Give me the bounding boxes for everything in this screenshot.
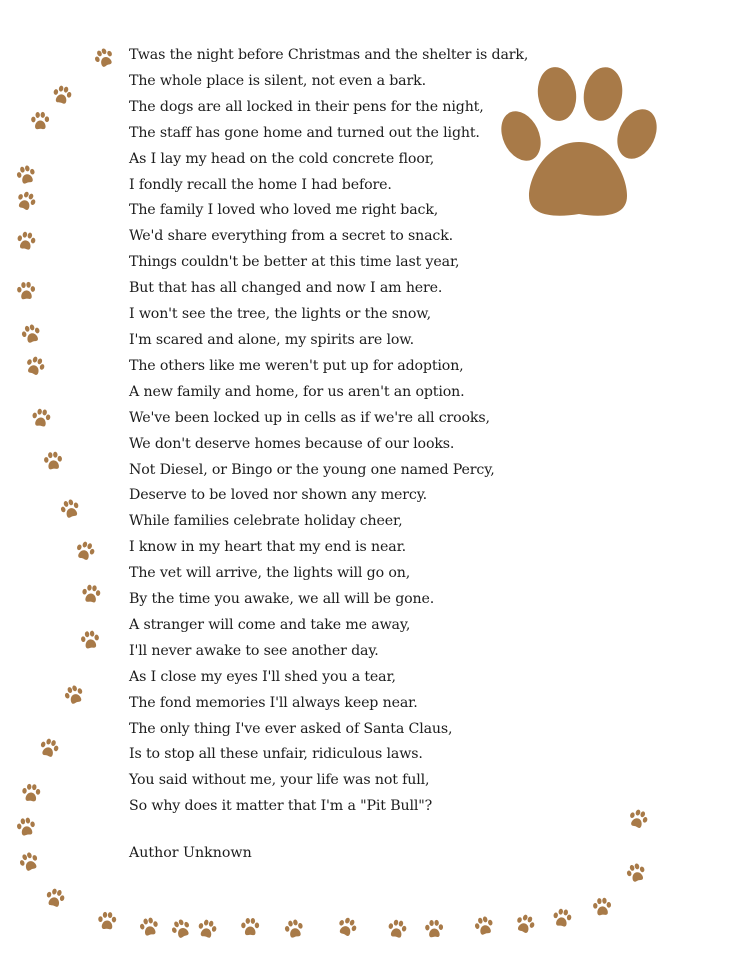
paw-print-icon bbox=[29, 110, 51, 132]
paw-print-icon bbox=[35, 734, 62, 761]
poem-line: Deserve to be loved nor shown any mercy. bbox=[129, 487, 428, 504]
poem-line: Is to stop all these unfair, ridiculous laws. bbox=[129, 746, 423, 763]
poem-line: As I close my eyes I'll shed you a tear, bbox=[129, 668, 396, 685]
paw-print-icon bbox=[624, 805, 652, 833]
author-credit: Author Unknown bbox=[129, 845, 252, 861]
poem-line: The family I loved who loved me right back, bbox=[129, 202, 439, 219]
paw-print-icon bbox=[56, 495, 84, 523]
poem-line: As I lay my head on the cold concrete floor, bbox=[129, 150, 435, 167]
paw-print-icon bbox=[19, 781, 42, 804]
poem-line: But that has all changed and now I am here. bbox=[129, 280, 443, 297]
paw-print-icon bbox=[15, 848, 44, 877]
poem-line: The dogs are all locked in their pens for the night, bbox=[129, 98, 484, 115]
paw-print-icon bbox=[423, 918, 446, 941]
poem-line: We don't deserve homes because of our looks. bbox=[129, 435, 455, 452]
paw-print-icon bbox=[71, 537, 99, 565]
paw-print-icon bbox=[96, 910, 119, 933]
paw-print-icon bbox=[42, 885, 69, 912]
paw-print-icon bbox=[13, 228, 38, 253]
paw-print-icon bbox=[49, 82, 75, 108]
paw-print-icon bbox=[549, 905, 574, 930]
poem-line: The vet will arrive, the lights will go on, bbox=[129, 565, 411, 582]
poem bbox=[129, 43, 529, 820]
poem-line: I'm scared and alone, my spirits are low. bbox=[129, 331, 414, 348]
paw-print-icon bbox=[12, 187, 41, 216]
poem-line: We've been locked up in cells as if we're all crooks, bbox=[129, 409, 490, 426]
poem-line: So why does it matter that I'm a "Pit Bull"? bbox=[129, 798, 433, 815]
poem-line: The fond memories I'll always keep near. bbox=[129, 694, 418, 711]
poem-line: You said without me, your life was not full, bbox=[129, 772, 430, 789]
poem-line: Twas the night before Christmas and the shelter is dark, bbox=[129, 47, 529, 63]
large-paw-print-icon bbox=[499, 66, 663, 218]
poem-line: A new family and home, for us aren't an option. bbox=[129, 383, 465, 400]
paw-print-icon bbox=[29, 406, 54, 431]
poem-line: We'd share everything from a secret to snack. bbox=[129, 228, 454, 245]
paw-print-icon bbox=[14, 279, 37, 302]
paw-print-icon bbox=[194, 916, 220, 942]
poem-line: A stranger will come and take me away, bbox=[129, 616, 411, 633]
paw-print-icon bbox=[89, 43, 118, 72]
paw-print-icon bbox=[471, 913, 498, 940]
paw-print-icon bbox=[511, 910, 540, 939]
paw-print-icon bbox=[13, 162, 40, 189]
paw-print-icon bbox=[78, 628, 103, 653]
paw-print-icon bbox=[13, 814, 38, 839]
paw-print-icon bbox=[622, 859, 649, 886]
poem-line: The others like me weren't put up for adoption, bbox=[129, 357, 464, 374]
poem-line: The only thing I've ever asked of Santa Claus, bbox=[129, 720, 453, 737]
paw-print-icon bbox=[136, 914, 162, 940]
paw-print-icon bbox=[590, 895, 613, 918]
paw-print-icon bbox=[239, 916, 261, 938]
poem-line: By the time you awake, we all will be gone. bbox=[129, 591, 435, 608]
paw-print-icon bbox=[79, 582, 103, 606]
poem-line: The staff has gone home and turned out the light. bbox=[129, 124, 480, 141]
poem-line: Not Diesel, or Bingo or the young one named Percy, bbox=[129, 461, 495, 478]
poem-line: The whole place is silent, not even a bark. bbox=[129, 72, 426, 89]
paw-print-icon bbox=[281, 916, 307, 942]
paw-print-icon bbox=[17, 320, 44, 347]
poem-line: While families celebrate holiday cheer, bbox=[129, 513, 403, 530]
poem-line: I fondly recall the home I had before. bbox=[129, 176, 392, 193]
poem-line: Things couldn't be better at this time last year, bbox=[129, 254, 460, 271]
paw-print-icon bbox=[384, 916, 410, 942]
poem-line: I won't see the tree, the lights or the snow, bbox=[129, 306, 431, 323]
paw-print-icon bbox=[166, 914, 195, 943]
poem-line: I know in my heart that my end is near. bbox=[129, 539, 407, 556]
paw-print-icon bbox=[60, 681, 88, 709]
paw-print-icon bbox=[41, 449, 65, 473]
poem-line: I'll never awake to see another day. bbox=[129, 642, 379, 659]
paw-print-icon bbox=[332, 912, 361, 941]
paw-print-icon bbox=[21, 352, 49, 380]
